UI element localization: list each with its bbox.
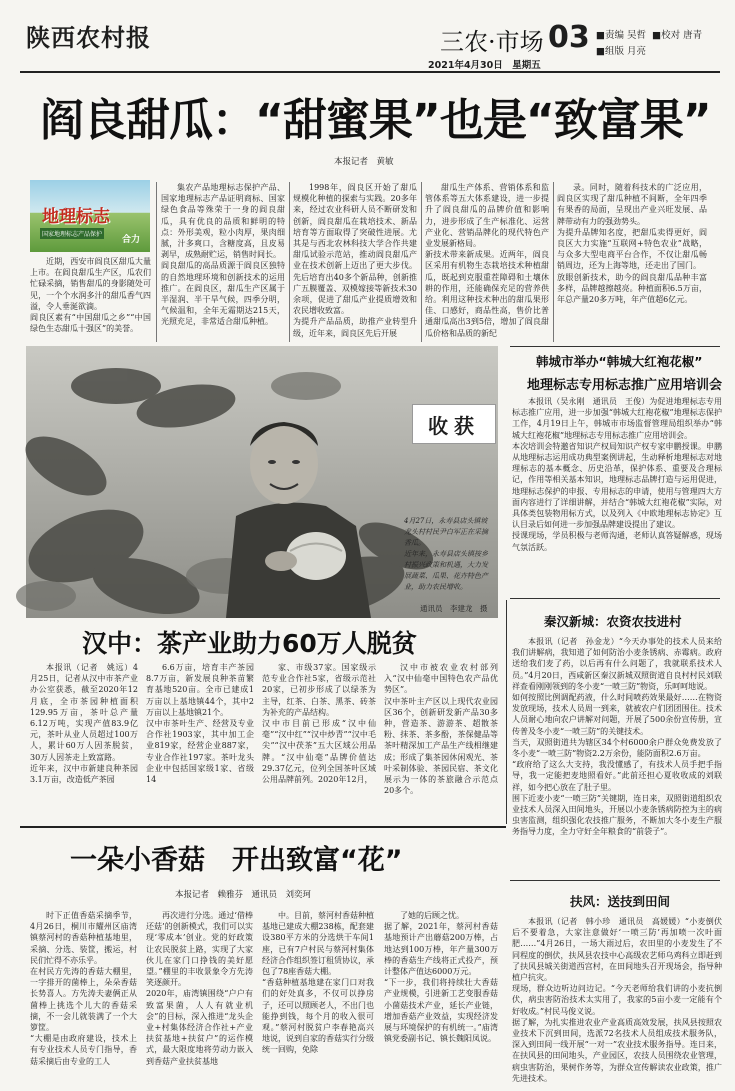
editor-square-icon: ■ [596,30,605,41]
editor-role: 组版 [604,46,624,57]
section-rule [510,346,720,347]
tea-col-3 [262,662,376,812]
page-number: 03 [548,20,590,55]
tea-text-3: 家、市级37家。国家级示范专业合作社5家，省级示范社20家，已初步形成了以绿茶为主导，红茶、白茶、黑茶、砖茶为补充的产品结构。 汉中市目前已形成“汉中仙毫”“汉中红”“汉中炒青”“汉中毛尖”“汉中茯茶”五大区域公用品牌。“汉中仙毫”品牌价值达29.37亿元，位列全国茶叶区域公用品牌前列。2020年12月， [262,663,376,785]
editor-role: 校对 [661,30,681,41]
mushroom-text-4: 了她的后顾之忧。 据了解，2021年，蔡河村香菇基地预计产出蘑菇200万棒，占地达到100万棒，年产量300万棒的香菇生产线将正式投产，预计整体产值达6000万元。 “下一步，我们将持续壮大香菇产业规模，引进新工艺变服香菇小菌菇技术产业，延长产业链，增加香菇产业效益，实现经济发展与环境保护的有机统一。”庙湾镇党委副书记、镇长魏阳凤说。 [384,911,498,1044]
lead-text-3: 1998年，阎良区开始了甜瓜规模化种植的探索与实践。20多年来，经过农业科研人员不断研发和创新，阎良甜瓜在栽培技术、新品培育等方面取得了突破性进展。尤其是与西北农林科技大学合作共建甜瓜试验示范站，推动阎良甜瓜产业在技术创新上迈出了更大步伐。先后培育出40多个新品种，创新推广五膜覆盖、双模嫁接等新技术30余项，促进了甜瓜产业提质增效和农民增收致富。 为提升产品品质，助推产业转型升级，近年来，阎良区先后开展 [293,183,417,338]
editor-name: 唐青 [683,30,703,41]
photo-caption [404,516,494,616]
mushroom-col-2 [146,910,253,1070]
fufeng-body: 本报讯（记者 韩小珍 通讯员 高媛媛）“小麦倒伏后不要着急，大家注意做好‘一喷三防’再加喷一次叶面肥……”4月26日，一场大雨过后，农田里的小麦发生了不同程度的倒伏，扶风县农技中心高级农艺师乌鸡科立即赶到了扶风县城关街道西宫村，在田间地头召开现场会，指导种植户抗灾。 现场，群众边听边问边记。“今天老师给我们讲的小麦抗倒伏，病虫害防治技术太实用了，我家的5亩小麦一定能有个好收成。”村民马俊义说。 据了解，为扎实推进农业产业高质高效发展，扶风县按照农业技术下沉到田间，选派72名技术人员组成技术服务队，深入到田间一线开展“一对一”农业技术服务指导。连日来，在扶风县的田间地头，产业园区，农技人员围绕农业管理，病虫害防治，果树作务等，为群众宣传解读农业政策，推广先进技术。 [512,917,722,1083]
gi-logo-corner: 合力 [122,235,141,245]
mushroom-byline: 本报记者 赖雅芬 通讯员 刘奕珂 [175,890,312,900]
tea-col-2 [146,662,254,812]
lead-col-3 [293,182,417,342]
tea-text-2: 6.6万亩，培育丰产茶园8.7万亩，新发展良种茶苗繁育基地520亩。全市已建成1万亩以上基地镇44个，其中2万亩以上基地镇21个。 汉中市茶叶生产、经营及专业合作社1903家，其中加工企业819家，经营企业887家，专业合作社197家。茶叶龙头企业中包括国家级1家、省级14 [146,663,254,785]
photo-caption-text: 4月27日，永寿县店头镇坡龙头村村民尹白军正在采摘香瓜。 近年来，永寿县店头镇按乡村振兴政策和机遇，大力发展蔬菜、瓜果、花卉特色产业，助力农民增收。 [404,517,488,591]
gi-logo [30,180,150,252]
lead-text-1: 近期，西安市阎良区甜瓜大量上市。在阎良甜瓜生产区，瓜农们忙碌采摘，销售甜瓜的身影随处可见，一个个水润多汁的甜瓜香气四溢，令人垂涎欲滴。 阎良区素有“中国甜瓜之乡”“中国绿色生态甜瓜十强区”的美誉。 [30,257,151,334]
fufeng-body-col [512,916,722,1083]
mushroom-col-4 [384,910,498,1070]
lead-text-4: 甜瓜生产体系、营销体系和监管体系等五大体系建设，进一步提升了阎良甜瓜的品牌价值和影响力，进步形成了生产标准化、运营产业化、营销品牌化的现代特色产业发展新格局。 新技术带来新成果。近两年，阎良区采用有机物生态栽培技术种植甜瓜，既起到克服重茬障碍和土壤休耕的作用，还能确保充足的营养供给。利用这种技术种出的甜瓜果形佳、口感好，商品性高，售价比普通甜瓜高出3到5倍，增加了阎良甜瓜价格和品质的新纪 [425,183,549,338]
editor-square-icon: ■ [652,30,662,41]
qinchuan-headline: 秦汉新城：农资农技进村 [544,614,682,629]
tea-col-1 [30,662,138,812]
mushroom-text-3: 中。目前，蔡河村香菇种植基地已建成大棚238栋，配套建设380平方米的分选烘干车间1座，已有7户村民与蔡河村集体经济合作组织签订租赁协议，承包了78座香菇大棚。 “香菇种植基地建在家门口对我们的好处真多，不仅可以挣房子，还可以照顾老人，不出门也能挣到钱，每个月的收入很可观。”蔡河村脱贫户李春艳高兴地说，说到自家的香菇实行分级统一回购，免除 [262,911,374,1055]
tea-text-1: 本报讯（记者 姚远）4月25日，记者从汉中市茶产业办公室获悉，截至2020年12月底，全市茶园种植面积129.95万亩，茶叶总产量6.12万吨，实现产值83.9亿元，茶叶从业人员超过100万人，累计60万人因茶脱贫，30万人因茶走上致富路。 近年来，汉中市新建良种茶园3.1万亩，改造低产茶园 [30,663,138,785]
editor-role: 责编 [604,30,624,41]
column-divider [506,600,507,824]
tea-headline: 汉中：茶产业助力60万人脱贫 [82,629,417,658]
fufeng-headline: 扶风：送技到田间 [570,894,671,909]
mushroom-col-3 [262,910,374,1070]
lead-col-2 [161,182,285,342]
hancheng-body-col [512,396,722,592]
gi-logo-title: 地理标志 [42,207,110,227]
lead-col-5 [557,182,707,342]
photo-tag-text: 收获 [428,413,480,438]
editor-name: 月亮 [627,46,647,57]
masthead-rule [20,71,720,73]
column-divider [553,182,554,342]
editor-name: 吴哲 [627,30,647,41]
hancheng-kicker: 韩城市举办“韩城大红袍花椒” [536,354,703,369]
mushroom-col-1 [30,910,137,1070]
harvest-photo [26,346,498,618]
section-name: 三农·市场 [440,28,544,56]
qinchuan-body-col [512,636,722,837]
lead-text-5: 录。同时，随着科技术的广泛应用，阎良区实现了甜瓜种植不间断，全年四季有果香的局面，呈现出产业兴旺发展、品牌带动有力的强劲势头。 为提升品牌知名度，把甜瓜卖得更好，阎良区大力实施“互联网+特色农业”战略，与众多大型电商平台合作，不仅让甜瓜畅销周边，还为上海等地，还走出了国门。 放眼创新技术，助今的阎良甜瓜品种丰富多样，品牌越擦越亮。种植面积6.5万亩，年总产量20多万吨，年产值超6亿元。 [557,183,707,305]
lead-col-1 [30,256,151,342]
lead-col-4 [425,182,549,342]
tea-col-4 [384,662,498,812]
section-rule [510,880,720,881]
qinchuan-body: 本报讯（记者 孙金龙）“今天办事处的技术人员来给我们讲解病，我知道了如何防治小麦条锈病、赤霉病。政府送给我们麦了药，以后再有什么问题了，我就联系技术人员。”4月20日，西咸新区秦汉新城双照街道自良村村民刘联祥查看刚刚领到的冬小麦“一喷三防”物资，乐呵呵地说。 如何按照比例调配药液，什么时间喷药效果最好……在物资发放现场，技术人员周一到来，就被农户们团团围住。技术人员耐心地向农户讲解对问题，开展了500余份宣传册，宣传普及冬小麦“一喷三防”的关键技术。 当天，双照街道共为辖区34个村6000余户群众免费发放了冬小麦“一喷三防”物资2.2万余份，能防面积2.6万亩。 “政府给了这么大支持，我没懂感了，有技术人员手把手指导，我一定能把麦地照看好。”此前还担心夏收收成的刘联祥，如今把心放在了肚子里。 围下近麦小麦“一喷三防”关键期，连日来，双照街道组织农业技术人员深入田间地头，开展以小麦条锈病防控为主的病虫害监测，组织强化农技推广服务，不断加大冬小麦生产服务指导力度，全力守好全年粮食的“前袋子”。 [512,637,722,837]
photo-credit: 通讯员 李建龙 摄 [420,604,488,613]
column-divider [289,182,290,342]
column-divider [421,182,422,342]
section-rule [510,598,720,599]
paper-name: 陕西农村报 [26,23,151,52]
hancheng-headline: 地理标志专用标志推广应用培训会 [527,378,723,393]
column-divider [156,182,157,342]
tea-text-4: 汉中市被农业农村部列入“汉中仙毫中国特色农产品优势区”。 汉中茶叶主产区以上现代农业园区36个，创新研发新产品30多种，营造茶、游游茶、超散茶粉、抹茶、茶多酚，茶保健品等茶叶精深加工产品生产线相继建成；形成了集茶园休闲观光、茶叶采制体验、茶园民宿、茶文化展示为一体的茶旅融合示范点20多个。 [384,663,498,796]
lead-text-2: 集农产品地理标志保护产品、国家地理标志产品证明商标、国家绿色食品等殊荣于一身的阎良甜瓜，具有优良的品质和鲜明的特点：外形美观，粒小肉厚，果肉细腻，汁多爽口，含糖度高，且皮易剥早，成熟耐贮运，销售时间长。 阎良甜瓜的高品质源于阎良区独特的自然地理环境和创新技术的运用推广。在阎良区，甜瓜生产区属于半湿润、半干旱气候，四季分明，气候温和，全年无霜期达215天，光照充足，非常适合甜瓜种植。 [161,183,285,327]
masthead [0,0,735,72]
mushroom-headline: 一朵小香菇 开出致富“花” [70,845,403,876]
mushroom-text-1: 时下正值香菇采摘季节，4月26日，桐川市耀州区庙湾镇蔡河村的香菇种植基地里，采摘、分选、装筐，搬运，村民们忙得不亦乐乎。 在村民方先涛的香菇大棚里，一字排开的菌棒上，朵朵香菇长势喜人。方先涛夫妻俩正从菌棒上挑选个儿大的香菇采摘，不一会儿就装满了一个大箩筐。 “大棚是由政府建设，技术上有专业技术人员专门指导，香菇采摘后由专业的工人 [30,911,137,1066]
lead-headline: 阎良甜瓜：“甜蜜果”也是“致富果” [40,95,711,146]
issue-date: 2021年4月30日 星期五 [428,60,541,71]
hancheng-body: 本报讯（吴永刚 通讯员 王俊）为促进地理标志专用标志推广应用，进一步加强“韩城大红袍花椒”地理标志保护工作，4月19日上午，韩城市市场监督管理局组织举办“韩城大红袍花椒”地理标志专用标志推广应用培训会。 本次培训会特邀省知识产权局知识产权专家申鹏授课。申鹏从地理标志运用成功典型案例讲起，生动释析地理标志对地理标志的基本概念、历史沿革，保护体系、重要及合理标记，作用等相关基本知识，地理标志品牌打造与运用促进，地理标志保护的申报、专用标志的申请，使用与管理四大方面内容进行了详细讲解，并结合“韩城大红袍花椒”实际，对具体类包装物用标方式，以及列入《中欧地理标志协定》互认目录后如何进一步加强品牌建设提出了建议。 授课现场，学员积极与老师沟通，老师认真答疑解惑，现场气氛活跃。 [512,397,722,552]
editor-square-icon: ■ [596,46,605,57]
gi-logo-subtitle: 国家地理标志产品保护 [40,228,104,239]
editor-list [596,27,732,57]
section-rule [20,826,506,828]
photo-tag [412,404,496,444]
lead-byline: 本报记者 黄敏 [334,157,394,167]
mushroom-text-2: 再次进行分选。通过‘借棒还菇’的创新模式，我们可以实现‘零成本’创业。党的好政策让农民脱贫上路，实现了大家伙儿在家门口挣钱的美好愿望。”棚里的丰收景象令方先涛笑逐颜开。 2020年，庙湾镇围绕“户户有致富果菌，人人有就业机会”的目标，深入推进“龙头企业+村集体经济合作社+产业扶贫基地+扶贫户”的运作模式，最大限度地将劳动力嵌入到香菇产业扶贫基地 [146,911,253,1066]
